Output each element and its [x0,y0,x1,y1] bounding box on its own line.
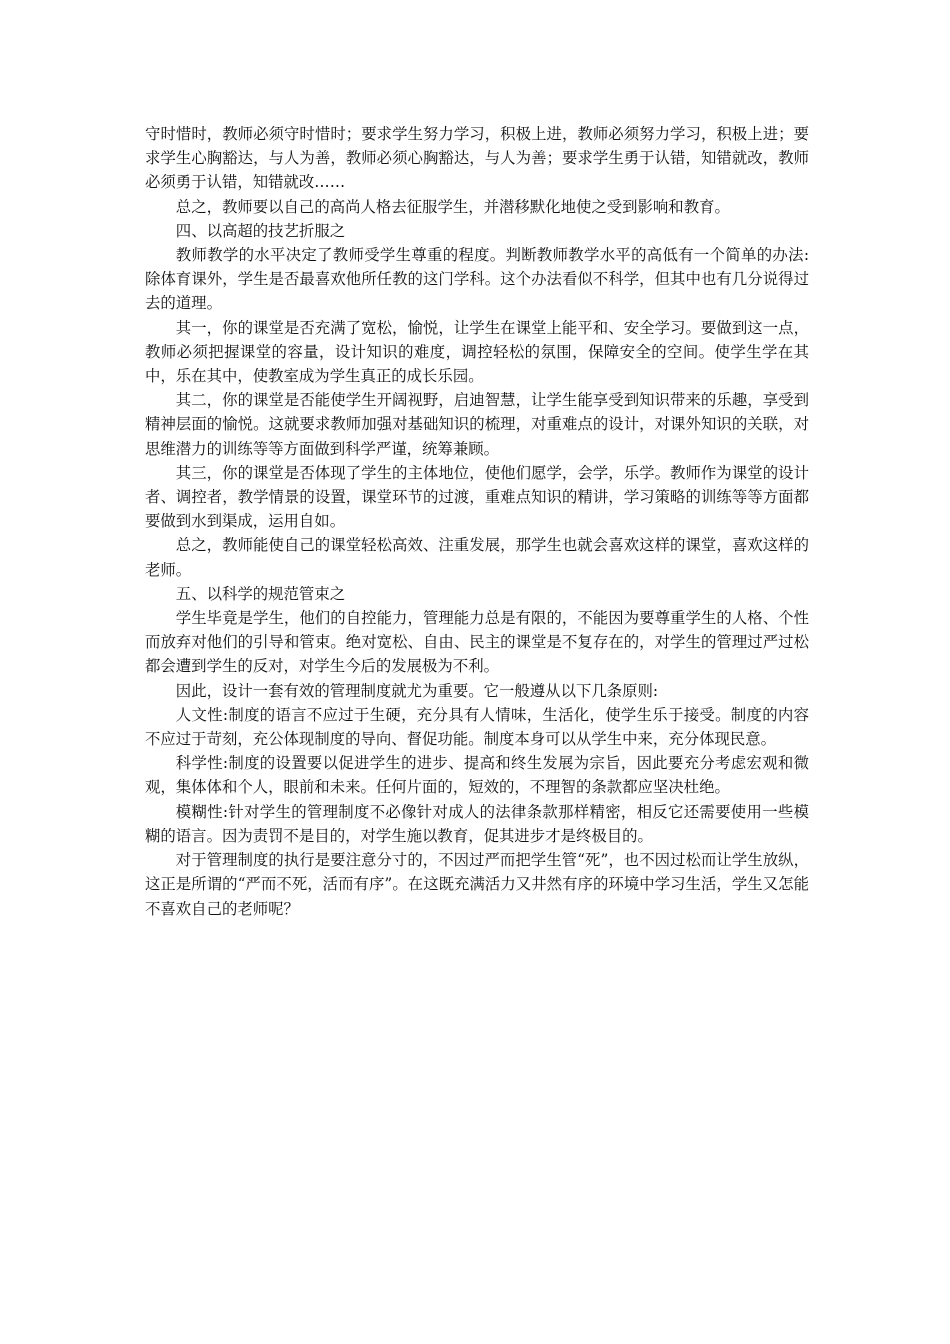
paragraph-summary-2: 总之，教师能使自己的课堂轻松高效、注重发展，那学生也就会喜欢这样的课堂，喜欢这样的老师。 [145,536,809,579]
paragraph-principle-humanity: 人文性:制度的语言不应过于生硬，充分具有人情味，生活化，使学生乐于接受。制度的内容不应过于苛刻，充公体现制度的导向、督促功能。制度本身可以从学生中来，充分体现民意。 [145,705,809,749]
paragraph-teaching-level: 教师教学的水平决定了教师受学生尊重的程度。判断教师教学水平的高低有一个简单的办法:除体育课外，学生是否最喜欢他所任教的这门学科。这个办法看似不科学，但其中也有几分说得过去的道理。 [145,246,809,313]
paragraph-continuation: 守时惜时，教师必须守时惜时；要求学生努力学习，积极上进，教师必须努力学习，积极上进；要求学生心胸豁达，与人为善，教师必须心胸豁达，与人为善；要求学生勇于认错，知错就改，教师必须勇于认错，知错就改…… [145,125,809,192]
paragraph-point-1: 其一，你的课堂是否充满了宽松，愉悦，让学生在课堂上能平和、安全学习。要做到这一点，教师必须把握课堂的容量，设计知识的难度，调控轻松的氛围，保障安全的空间。使学生学在其中，乐在其中，使教室成为学生真正的成长乐园。 [145,318,809,386]
section-heading-5: 五、以科学的规范管束之 [175,584,346,603]
paragraph-point-3: 其三，你的课堂是否体现了学生的主体地位，使他们愿学，会学，乐学。教师作为课堂的设计者、调控者，教学情景的设置，课堂环节的过渡，重难点知识的精讲，学习策略的训练等等方面都要做到水到渠成，运用自如。 [145,463,809,531]
document-page [145,122,809,921]
paragraph-self-control: 学生毕竟是学生，他们的自控能力，管理能力总是有限的，不能因为要尊重学生的人格、个性而放弃对他们的引导和管束。绝对宽松、自由、民主的课堂是不复存在的，对学生的管理过严过松都会遭到学生的反对，对学生今后的发展极为不利。 [145,609,809,676]
paragraph-principles-intro: 因此，设计一套有效的管理制度就尤为重要。它一般遵从以下几条原则: [175,681,659,700]
section-heading-4: 四、以高超的技艺折服之 [175,221,346,240]
paragraph-principle-fuzziness: 模糊性:针对学生的管理制度不必像针对成人的法律条款那样精密，相反它还需要使用一些模糊的语言。因为责罚不是目的，对学生施以教育，促其进步才是终极目的。 [145,802,809,845]
paragraph-point-2: 其二，你的课堂是否能使学生开阔视野，启迪智慧，让学生能享受到知识带来的乐趣，享受到精神层面的愉悦。这就要求教师加强对基础知识的梳理，对重难点的设计，对课外知识的关联，对思维潜力的训练等等方面做到科学严谨，统筹兼顾。 [145,391,809,458]
paragraph-principle-science: 科学性:制度的设置要以促进学生的进步、提高和终生发展为宗旨，因此要充分考虑宏观和微观，集体体和个人，眼前和未来。任何片面的，短效的，不理智的条款都应坚决杜绝。 [145,754,809,797]
paragraph-summary-1: 总之，教师要以自己的高尚人格去征服学生，并潜移默化地使之受到影响和教育。 [175,197,730,216]
paragraph-conclusion: 对于管理制度的执行是要注意分寸的，不因过严而把学生管“死”，也不因过松而让学生放纵，这正是所谓的“严而不死，活而有序”。在这既充满活力又井然有序的环境中学习生活，学生又怎能不喜欢自己的老师呢？ [145,851,809,918]
